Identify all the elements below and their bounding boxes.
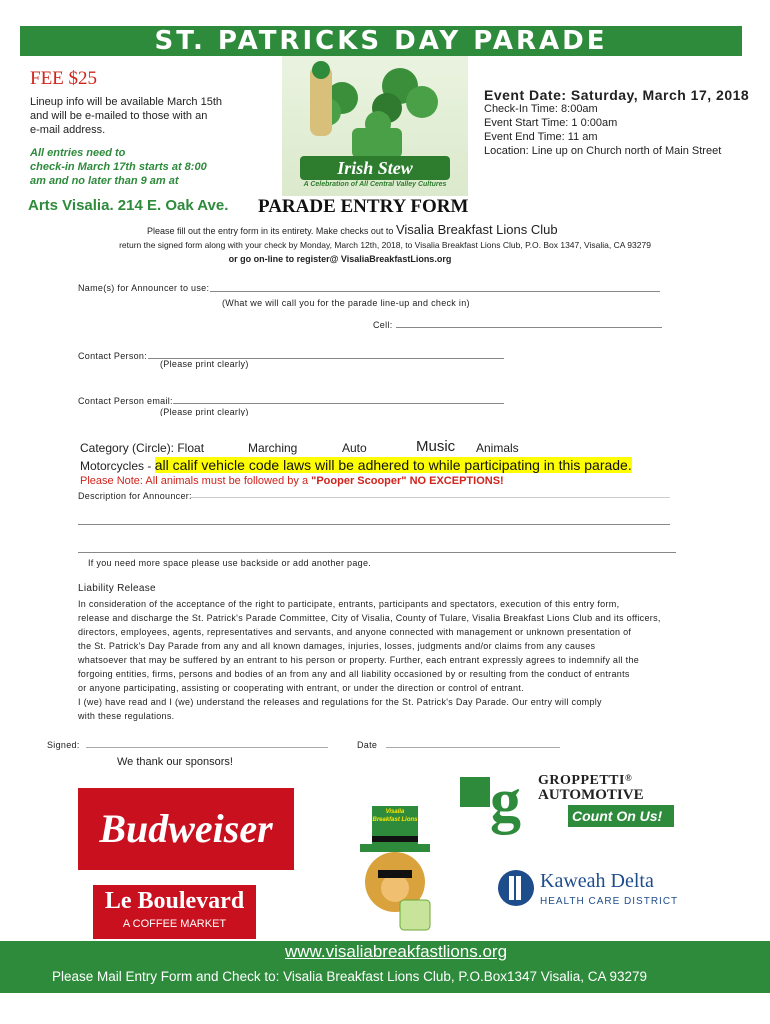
signed-label: Signed:	[47, 740, 80, 750]
venue	[28, 197, 228, 214]
vehicle-code-note: all calif vehicle code laws will be adhered to while participating in this parade.	[154, 457, 632, 473]
description-input-3[interactable]	[78, 552, 676, 553]
liability-line: I (we) have read and I (we) understand the releases and regulations for the St. Patrick's Day Parade. Our entry will comply	[78, 697, 602, 707]
lions-hat-text: Visalia Breakfast Lions	[372, 809, 418, 823]
liability-text	[78, 597, 678, 723]
event-date: Event Date: Saturday, March 17, 2018	[484, 87, 750, 103]
contact-hint: (Please print clearly)	[160, 359, 249, 369]
lineup-line: e-mail address.	[30, 124, 106, 136]
announcer-input[interactable]	[210, 285, 660, 292]
groppetti-word: GROPPETTI	[538, 773, 625, 788]
motorcycles-row	[80, 457, 632, 473]
event-line: Location: Line up on Church north of Main Street	[484, 145, 722, 157]
irish-stew-logo	[282, 56, 468, 196]
description-hint: If you need more space please use backside or add another page.	[88, 558, 372, 568]
footer-mail: Please Mail Entry Form and Check to: Visalia Breakfast Lions Club, P.O.Box1347 Visalia, CA 93279	[52, 969, 648, 984]
logo-title: Irish Stew	[300, 156, 450, 180]
event-details	[484, 102, 721, 158]
liability-line: release and discharge the St. Patrick's Parade Committee, City of Visalia, County of Tulare, Visalia Breakfast Lions Club and its officers,	[78, 613, 661, 623]
groppetti-tagline: Count On Us!	[572, 808, 663, 824]
signature-input[interactable]	[86, 747, 328, 748]
instructions-line1	[147, 222, 558, 237]
lions-mascot	[350, 800, 440, 938]
date-label: Date	[357, 740, 378, 750]
checkin-line: All entries need to	[30, 147, 126, 159]
description-input-2[interactable]	[78, 524, 670, 525]
category-option-motorcycles[interactable]: Motorcycles -	[80, 459, 152, 473]
checkin-note	[30, 146, 270, 188]
groppetti-automotive: AUTOMOTIVE	[538, 787, 644, 803]
animal-note	[80, 475, 504, 487]
liability-line: whatsoever that may be suffered by an entrant to his person or property. Further, each entrant expressly agrees to indemnify all the	[78, 655, 640, 665]
announcer-label: Name(s) for Announcer to use:	[78, 283, 210, 293]
footer-url[interactable]: www.visaliabreakfastlions.org	[285, 942, 508, 961]
groppetti-logo	[460, 769, 674, 835]
announcer-hint: (What we will call you for the parade line-up and check in)	[222, 298, 470, 308]
kaweah-emblem-icon	[496, 866, 536, 910]
fee-label: FEE $25	[30, 68, 98, 89]
event-line: Check-In Time: 8:00am	[484, 103, 598, 115]
svg-text:g: g	[490, 769, 521, 835]
checkin-line: am and no later than 9 am at	[30, 175, 179, 187]
le-boulevard-name: Le Boulevard	[104, 888, 245, 914]
contact-label: Contact Person:	[78, 351, 148, 361]
instructions-line2: return the signed form along with your check by Monday, March 12th, 2018, to Visalia Breakfast Lions Club, P.O. Box 1347, Visalia, CA 93279	[119, 240, 651, 250]
category-option-marching[interactable]: Marching	[248, 441, 298, 455]
lineup-line: and will be e-mailed to those with an	[30, 110, 208, 122]
checkin-line: check-in March 17th starts at 8:00	[30, 161, 207, 173]
kaweah-name: Kaweah Delta	[540, 870, 654, 892]
lineup-line: Lineup info will be available March 15th	[30, 96, 223, 108]
category-option-auto[interactable]: Auto	[342, 441, 367, 455]
venue-address: 214 E. Oak Ave.	[117, 197, 229, 214]
page-banner: ST. PATRICKS DAY PARADE	[20, 26, 742, 56]
category-option-animals[interactable]: Animals	[476, 441, 519, 455]
cell-input[interactable]	[396, 321, 662, 328]
liability-line: directors, employees, agents, representatives and servants, and anyone connected with management or unknown presentation of	[78, 627, 632, 637]
liability-line: the St. Patrick's Day Parade from any and all known damages, injuries, losses, judgments and/or claims from any causes	[78, 641, 596, 651]
email-input[interactable]	[173, 397, 504, 404]
venue-name: Arts Visalia.	[28, 197, 114, 214]
email-label: Contact Person email:	[78, 396, 173, 406]
liability-line: In consideration of the acceptance of the right to participate, entrants, participants and spectators, execution of this entry form,	[78, 599, 620, 609]
animal-note-bold: "Pooper Scooper" NO EXCEPTIONS!	[311, 475, 504, 487]
email-hint: (Please print clearly)	[160, 407, 249, 416]
event-line: Event Start Time: 1 0:00am	[484, 117, 618, 129]
instructions-line3: or go on-line to register@ VisaliaBreakfastLions.org	[228, 254, 452, 264]
registered-mark: ®	[624, 773, 633, 783]
budweiser-logo: Budweiser	[78, 788, 294, 870]
instructions-club: Visalia Breakfast Lions Club	[395, 222, 558, 237]
category-option-music[interactable]: Music	[416, 438, 456, 455]
liability-line: forgoing entities, firms, persons and bodies of an from any and all liability occasioned by or resulting from the conduct of entrants	[78, 669, 630, 679]
instructions-text: Please fill out the entry form in its entirety. Make checks out to	[147, 226, 394, 236]
kaweah-delta-logo	[496, 866, 679, 910]
le-boulevard-tagline: A COFFEE MARKET	[122, 918, 227, 930]
category-label: Category (Circle): Float	[80, 441, 205, 455]
animal-note-text: Please Note: All animals must be followed by a	[80, 475, 309, 487]
cell-label: Cell:	[373, 320, 393, 330]
description-label: Description for Announcer:	[78, 491, 192, 501]
form-title: PARADE ENTRY FORM	[258, 196, 469, 217]
le-boulevard-logo	[93, 885, 256, 939]
liability-title: Liability Release	[78, 583, 156, 594]
liability-line: or anyone participating, assisting or cooperating with entrant, or under the direction or control of entrant.	[78, 683, 524, 693]
lineup-info	[30, 95, 270, 137]
event-line: Event End Time: 11 am	[484, 131, 598, 143]
kaweah-subtitle: HEALTH CARE DISTRICT	[540, 896, 679, 907]
date-input[interactable]	[386, 747, 560, 748]
liability-line: with these regulations.	[78, 711, 175, 721]
description-input-1[interactable]	[190, 497, 670, 498]
logo-subtitle: A Celebration of All Central Valley Cultures	[303, 181, 447, 188]
sponsors-thanks: We thank our sponsors!	[117, 756, 233, 768]
